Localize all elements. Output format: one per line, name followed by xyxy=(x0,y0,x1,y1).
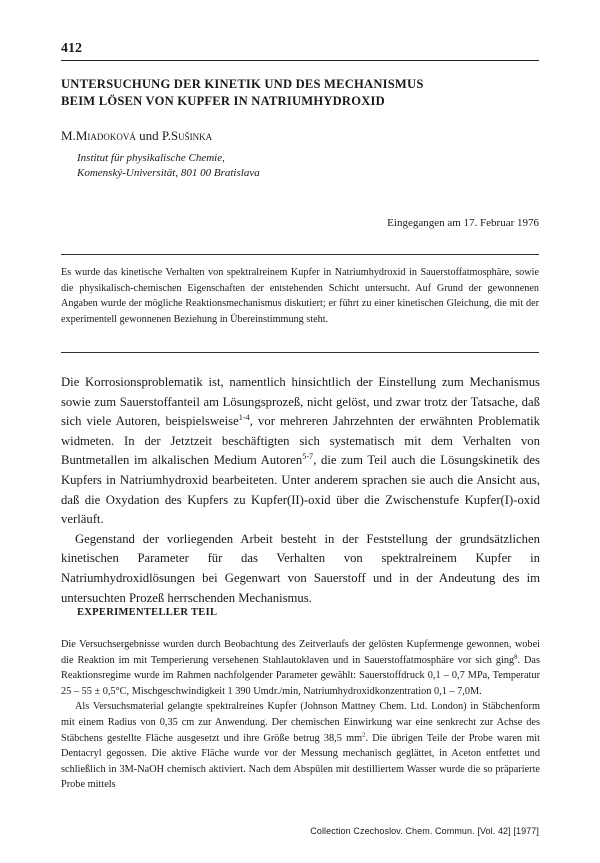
author-2-initial: P. xyxy=(161,128,171,143)
section-heading-experimental: EXPERIMENTELLER TEIL xyxy=(77,607,218,618)
intro-ref-1: 1-4 xyxy=(238,412,250,422)
author-2-name: Sušinka xyxy=(170,128,213,143)
affiliation-line-1: Institut für physikalische Chemie, xyxy=(77,152,225,164)
exp-paragraph-2 xyxy=(61,699,540,793)
abstract: Es wurde das kinetische Verhalten von spektralreinem Kupfer in Natriumhydroxid in Sauerstoffatmosphäre, sowie die physikalisch-chemischen Eigenschaften der entstehenden Schicht untersucht. Auf Grund der gewonnenen Angaben wurde der mögliche Reaktionsmechanismus diskutiert; er führt zu einer kinetischen Gleichung, die mit der experimentell gewonnenen Beziehung in Übereinstimmung steht. xyxy=(61,267,539,325)
exp-p1-text-b: . Das Reaktionsregime wurde im Rahmen nachfolgender Parameter gewählt: Sauerstoffdruck 0,1 – 0,7 MPa, Temperatur 25 – 55 ± 0,5°C, Mischgeschwindigkeit 1 390 Umdr./min, Natriumhydroxidkonzentration 0,1 – 7,0M. xyxy=(61,654,540,697)
exp-p2-text-b: . Die übrigen Teile der Probe waren mit Dentacryl gegossen. Die aktive Fläche wurde vor der Messung mechanisch geglättet, in Aceton entfettet und schließlich in 3M-NaOH chemisch aktiviert. Nach dem Abspülen mit destilliertem Wasser wurde die so präparierte Probe mittels xyxy=(61,732,540,791)
experimental-section xyxy=(61,637,540,793)
intro-p1-text-a: Die Korrosionsproblematik ist, namentlich hinsichtlich der Einstellung zum Mechanismus sowie zum Sauerstoffanteil am Lösungsprozeß, nicht gelöst, und zwar trotz der Tatsache, daß sich viele Autoren, beispielsweise xyxy=(61,375,540,429)
affiliation xyxy=(77,151,260,181)
intro-p1-text-b: , vor mehreren Jahrzehnten der erwähnten Problematik widmeten. In der Jetztzeit beschäftigten sich systematisch mit dem Verhalten von Buntmetallen im alkalischen Medium Autoren xyxy=(61,414,540,468)
title-line-1: UNTERSUCHUNG DER KINETIK UND DES MECHANISMUS xyxy=(61,77,424,91)
header-rule xyxy=(61,60,539,61)
authors xyxy=(61,128,212,144)
affiliation-line-2: Komenský-Universität, 801 00 Bratislava xyxy=(77,167,260,179)
journal-footer: Collection Czechoslov. Chem. Commun. [Vol. 42] [1977] xyxy=(310,826,539,836)
page-number: 412 xyxy=(61,41,82,56)
received-date: Eingegangen am 17. Februar 1976 xyxy=(387,217,539,229)
exp-p1-text-a: Die Versuchsergebnisse wurden durch Beobachtung des Zeitverlaufs der gelösten Kupfermenge gewonnen, wobei die Reaktion im mit Temperierung versehenen Stahlautoklaven und in Sauerstoffatmosphäre vor sich ging xyxy=(61,639,540,666)
exp-paragraph-1 xyxy=(61,637,540,699)
author-and: und xyxy=(135,128,162,143)
author-1-name: Miadoková xyxy=(75,128,136,143)
exp-ref-8: 8 xyxy=(514,653,518,661)
article-title xyxy=(61,76,541,110)
introduction xyxy=(61,373,540,608)
intro-paragraph-2: Gegenstand der vorliegenden Arbeit besteht in der Feststellung der grundsätzlichen kinetischen Parameter für das Verhalten von spektralreinem Kupfer in Natriumhydroxidlösungen bei Gegenwart von Sauerstoff und in der Andeutung des im untersuchten Prozeß herrschenden Mechanismus. xyxy=(61,531,540,605)
intro-paragraph-1 xyxy=(61,373,540,530)
title-line-2: BEIM LÖSEN VON KUPFER IN NATRIUMHYDROXID xyxy=(61,94,385,108)
exp-superscript-2: 2 xyxy=(362,731,366,739)
exp-p2-text-a: Als Versuchsmaterial gelangte spektralreines Kupfer (Johnson Mattney Chem. Ltd. London) in Stäbchenform mit einem Radius von 0,35 cm zur Anwendung. Der chemischen Einwirkung war eine senkrecht zur Achse des Stäbchens gestellte Fläche ausgesetzt und ihre Größe betrug 38,5 mm xyxy=(61,701,540,744)
abstract-top-rule xyxy=(61,254,539,255)
abstract-bottom-rule xyxy=(61,352,539,353)
author-1-initial: M. xyxy=(61,128,76,143)
intro-p1-text-c: , die zum Teil auch die Lösungskinetik des Kupfers in Natriumhydroxid bearbeiteten. Unter anderem sprachen sie auch die Ansicht aus, daß die Oxydation des Kupfers zu Kupfer(II)-oxid über die Zwischenstufe Kupfer(I)-oxid verläuft. xyxy=(61,453,540,527)
intro-ref-2: 5-7 xyxy=(302,452,314,462)
